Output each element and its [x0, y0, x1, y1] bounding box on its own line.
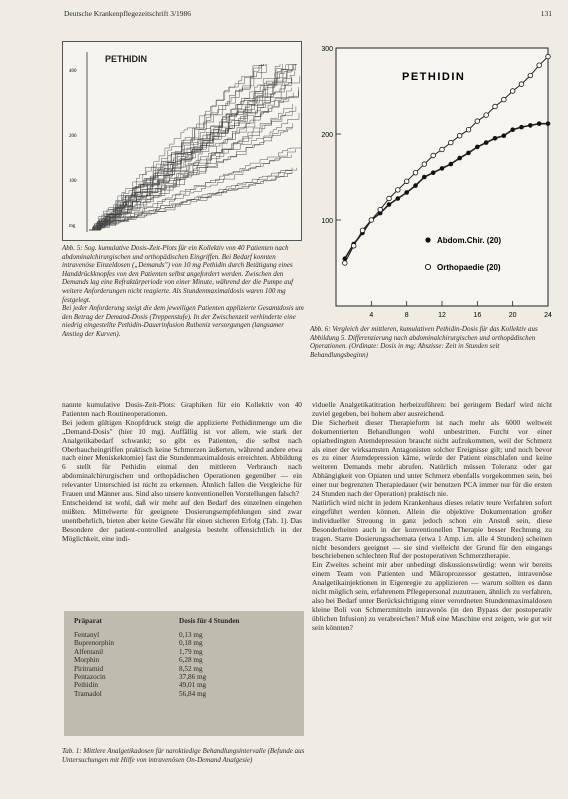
data-point-abdom [422, 175, 427, 180]
page-number: 131 [540, 9, 552, 18]
drug-name: Tramadol [74, 689, 102, 698]
data-point-abdom [528, 123, 533, 128]
drug-dose: 8,52 mg [179, 664, 203, 673]
data-point-abdom [396, 196, 401, 201]
fig5-title: PETHIDIN [105, 54, 148, 64]
legend-marker-filled [425, 237, 430, 242]
data-point-abdom [502, 133, 507, 138]
table-row [74, 656, 239, 664]
data-point-ortho [528, 73, 533, 78]
data-point-abdom [537, 121, 542, 126]
legend-label: Orthopaedie (20) [437, 263, 501, 272]
figure-6-caption: Abb. 6: Vergleich der mittleren, kumulativen Pethidin-Dosis für das Kollektiv aus Abbildung 5. Differenzierung nach abdominalchirurgischen und orthopädischen Operationen. (Ordinate: Dosis in mg; Abszisse: Zeit in Stunden seit Behandlungsbeginn) [310, 325, 538, 359]
drug-dose: 49,01 mg [179, 681, 207, 690]
paragraph: Entscheidend ist wohl, daß wir mehr auf den Bedarf des einzelnen eingehen müßten. Mittelwerte für geeignete Dosierungsempfehlungen sind zwar unentbehrlich, bieten aber keine Gewähr für einen sicheren Erfolg (Tab. 1). Das Besondere der patient-controlled analgesia besteht offensichtlich in der Möglichkeit, eine indi- [62, 497, 302, 543]
paragraph: Bei jedem gültigen Knopfdruck steigt die applizierte Pethidinmenge um die „Demand-Dosis" (hier 10 mg). Auffällig ist vor allem, wie stark der Analgetikabedarf schwankt; so gibt es Patienten, die selbst nach Oberbaucheingriffen praktisch keine Schmerzen äußerten, während andere etwa nach einer Meniskektomie) fast die Stundenmaximaldosis erreichten. Abbildung 6 stellt für Pethidin einmal den mittleren Verbrauch nach abdominalchirurgischen und orthopädischen Operationen gegenüber — ein relevanter Unterschied ist nicht zu erkennen. Ähnlich fallen die Vergleiche für Frauen und Männer aus. Sind also unsere konventionellen Vorstellungen falsch? [62, 417, 302, 499]
data-point-ortho [519, 82, 524, 87]
paragraph: Die Sicherheit dieser Therapieform ist nach mehr als 6000 weltweit dokumentierten Behandlungen wohl unbestritten. Furcht vor einer opiatbedingten Atemdepression braucht nicht aufzukommen, weil der Schmerz als einer der wirksamsten Antagonisten solcher Ereignisse gilt; und noch bevor es zu einer Atemdepression käme, würde der Patient einschlafen und keine weiteren Demands mehr abrufen. Natürlich müssen Toleranz oder gar Abhängigkeit von Opiaten und unter Schmerz ebenfalls vorgekommen sein, bei einer nur begrenzten Therapiedauer (wir benutzen PCA immer nur für die ersten 24 Stunden nach der Operation) praktisch nie. [312, 417, 552, 499]
paragraph: viduelle Analgetikatitration herbeizuführen: bei geringem Bedarf wird nicht zuviel gegeben, bei hohem aber ausreichend. [312, 400, 552, 418]
data-point-ortho [387, 196, 392, 201]
data-point-ortho [396, 188, 401, 193]
x-tick-label: 8 [404, 312, 409, 319]
table-row [74, 690, 239, 698]
table-header-drug: Präparat [74, 617, 102, 625]
fig5-tick-400: 400 [69, 69, 77, 74]
drug-dose: 56,84 mg [179, 689, 207, 698]
data-point-ortho [440, 147, 445, 152]
figure-5 [62, 41, 302, 241]
data-point-abdom [519, 125, 524, 130]
figure-5-plot [63, 42, 301, 240]
x-tick-label: 4 [369, 312, 374, 319]
data-point-ortho [493, 104, 498, 109]
x-tick-label: 16 [473, 312, 482, 319]
drug-dose: 1,79 mg [179, 647, 203, 656]
data-point-ortho [360, 228, 365, 233]
body-column-right [312, 401, 552, 633]
table-row [74, 648, 239, 656]
data-point-abdom [449, 162, 454, 167]
figure-6 [310, 38, 558, 320]
data-point-ortho [449, 140, 454, 145]
data-point-abdom [387, 202, 392, 207]
data-point-abdom [440, 166, 445, 171]
data-point-ortho [378, 207, 383, 212]
data-point-abdom [404, 190, 409, 195]
x-tick-label: 24 [544, 312, 552, 319]
data-point-ortho [502, 97, 507, 102]
table-row [74, 681, 239, 689]
fig5-tick-100: 100 [69, 179, 77, 184]
x-tick-label: 12 [438, 312, 446, 319]
paragraph: nannte kumulative Dosis-Zeit-Plots: Graphiken für ein Kollektiv von 40 Patienten nach Routineoperationen. [62, 400, 302, 418]
table-1-caption: Tab. 1: Mittlere Analgetikadosen für naroktiedige Behandlungsintervalle (Befunde aus Untersuchungen mit Hilfe von intravenösen On-Demand Analgesie) [62, 747, 305, 764]
data-point-ortho [510, 89, 515, 94]
fig5-staircase-curves [89, 64, 301, 230]
legend-label: Abdom.Chir. (20) [437, 236, 502, 245]
table-header-dose: Dosis für 4 Stunden [179, 617, 240, 625]
drug-dose: 0,18 mg [179, 639, 203, 648]
data-point-abdom [510, 127, 515, 132]
drug-dose: 37,86 mg [179, 673, 207, 682]
figure-6-chart [310, 38, 558, 320]
y-tick-label: 100 [321, 218, 333, 225]
drug-name: Morphin [74, 656, 100, 665]
data-point-abdom [484, 140, 489, 145]
drug-name: Pethidin [74, 681, 98, 690]
data-point-abdom [413, 183, 418, 188]
data-point-ortho [537, 63, 542, 68]
data-point-abdom [493, 136, 498, 141]
drug-name: Alfentanil [74, 647, 104, 656]
body-column-left [62, 401, 302, 544]
chart-title: PETHIDIN [402, 71, 466, 83]
data-point-ortho [546, 54, 551, 59]
drug-name: Piritramid [74, 664, 104, 673]
data-point-ortho [343, 261, 348, 266]
table-row [74, 673, 239, 681]
running-header [64, 9, 552, 18]
y-tick-label: 200 [321, 132, 333, 139]
paragraph: Natürlich wird nicht in jedem Krankenhaus dieses relativ teure Verfahren sofort eingeführt werden können. Allein die objektive Dokumentation großer individueller Streuung in ganz jedoch schon ein Anstoß sein, diese Besonderheiten auch in der konventionellen Therapie besser Rechnung zu tragen. Starre Dosierungsschemata (etwa 1 Amp. i.m. alle 4 Stunden) scheinen nicht besonders geeignet — sie sind vielleicht der Grund für den eingangs beschriebenen schlechten Ruf der postoperativen Schmerztherapie. [312, 497, 552, 561]
dose-staircase-curve [89, 155, 291, 230]
data-point-ortho [457, 133, 462, 138]
drug-dose: 6,28 mg [179, 656, 203, 665]
data-point-ortho [404, 179, 409, 184]
fig5-caption-text-2: Bei jeder Anforderung steigt die dem jeweiligen Patienten applizierte Gesamtdosis um den Betrag der Demand-Dosis (Treppenstufe). In der Zwischenzeit verhinderte eine niedrig eingestellte Pethidin-Dauerinfusion Rutheniz versorgungen (langsamer Anstieg der Kurven). [62, 304, 304, 338]
data-point-abdom [466, 151, 471, 156]
paragraph: Ein Zweites scheint mir aber unbedingt diskussionswürdig: wenn wir bereits einem Team von Patienten und Mikroprozessor gestatten, intravenöse Analgetikainjektionen in Eigenregie zu applizieren — warum sollten es dann nicht möglich sein, erfahrenem Pflegepersonal zuzutrauen, ähnlich zu verfahren, also bei Bedarf unter Berücksichtigung einer verordneten Stundenmaximaldosen kleine Boli von Schmerzmitteln intravenös (in den Bypass der postoperativ üblichen Infusion) zu verabreichen? Muß eine Maschine erst zeigen, wie gut wir sein könnten? [312, 560, 552, 632]
table-row [74, 631, 239, 639]
y-tick-label: 300 [321, 46, 333, 53]
data-point-abdom [431, 170, 436, 175]
data-point-abdom [457, 156, 462, 161]
table-1 [64, 611, 304, 736]
data-point-ortho [422, 162, 427, 167]
data-point-ortho [466, 127, 471, 132]
drug-name: Buprenorphin [74, 639, 114, 648]
journal-name: Deutsche Krankenpflegezeitschrift 3/1986 [64, 9, 192, 18]
legend-marker-open [425, 264, 430, 269]
fig5-unit: mg [69, 224, 76, 229]
table-row [74, 665, 239, 673]
fig5-caption-text: Abb. 5: Sog. kumulative Dosis-Zeit-Plots für ein Kollektiv von 40 Patienten nach abdominalchirurgischen und orthopädischen Eingriffen. Bei Bedarf konnten intravenöse Einzeldosen („Demands") von 10 mg Pethidin durch Betätigung eines Handdrückknopfes von den Patienten selbst angefordert werden. Zwischen den Demands lag eine Refraktärperiode von einer Minute, während der die Pumpe auf weitere Anforderungen nicht reagierte. Als Stundenmaximaldosis waren 100 mg festgelegt. [62, 244, 294, 304]
data-point-ortho [369, 218, 374, 223]
data-point-ortho [413, 170, 418, 175]
x-tick-label: 20 [508, 312, 517, 319]
fig5-tick-200: 200 [69, 134, 77, 139]
data-point-abdom [475, 145, 480, 150]
table-row [74, 639, 239, 647]
drug-dose: 0,13 mg [179, 631, 203, 639]
data-point-abdom [546, 121, 551, 126]
data-point-ortho [351, 244, 356, 249]
drug-name: Pentazocin [74, 673, 106, 682]
data-point-ortho [475, 119, 480, 124]
drug-name: Fentanyl [74, 631, 100, 639]
data-point-ortho [431, 153, 436, 158]
data-point-ortho [484, 113, 489, 118]
figure-5-caption [62, 244, 304, 339]
